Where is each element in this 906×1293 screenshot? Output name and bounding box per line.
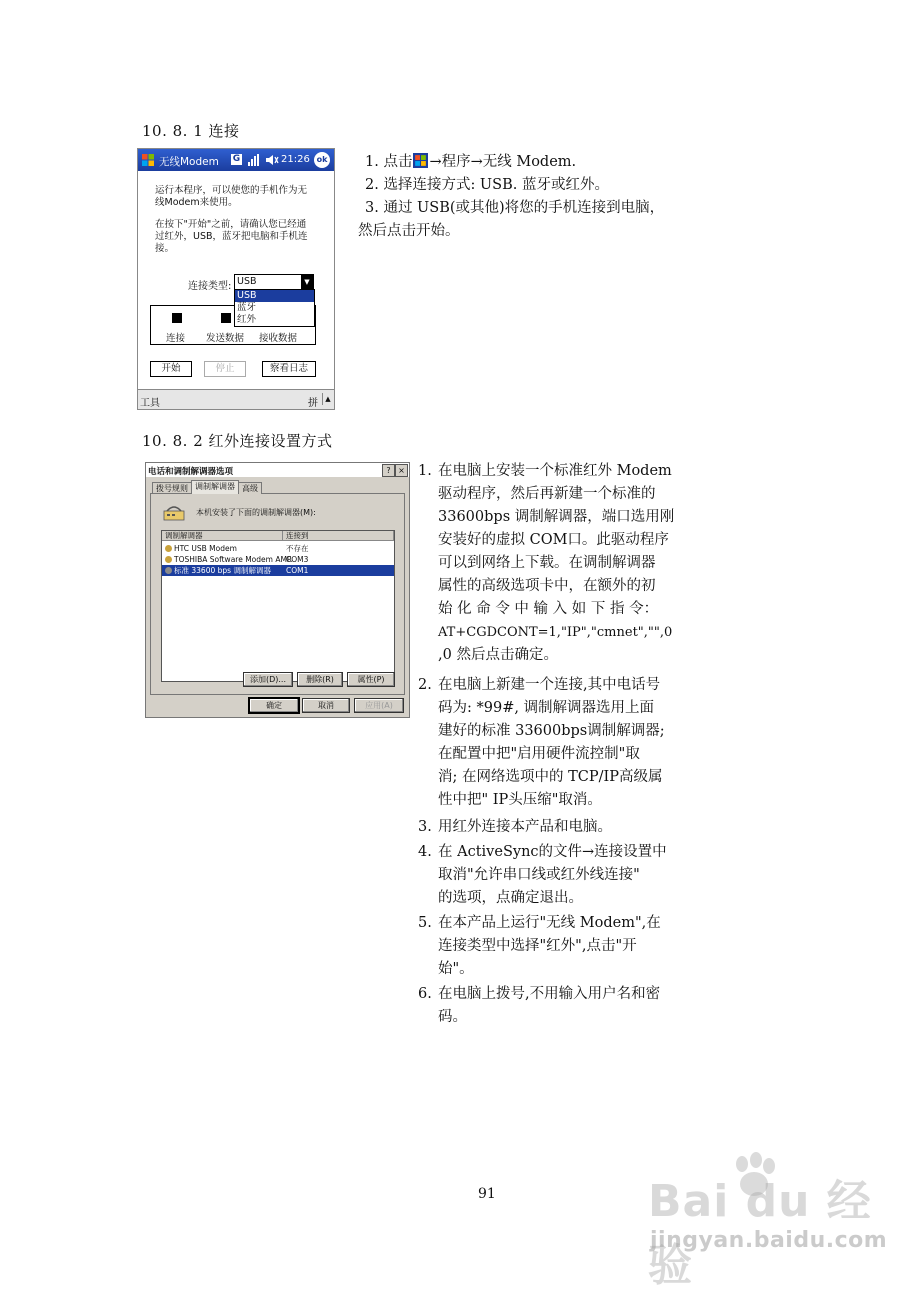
text-line: 属性的高级选项卡中，在额外的初 xyxy=(438,578,656,594)
text-line: 消; 在网络选项中的 TCP/IP高级属 xyxy=(438,769,663,785)
input-method-indicator[interactable]: 拼 xyxy=(308,398,318,409)
tab-modems[interactable]: 调制解调器 xyxy=(191,480,239,494)
instruction-paragraph xyxy=(155,219,325,255)
signal-icon xyxy=(247,153,261,167)
text-line: 在配置中把"启用硬件流控制"取 xyxy=(438,746,640,762)
step-1-text: 1. 点击 xyxy=(365,154,413,170)
add-button[interactable]: 添加(D)... xyxy=(243,672,293,687)
connect-label: 连接 xyxy=(166,333,186,344)
help-button[interactable]: ? xyxy=(382,464,395,477)
text-line: 始 化 命 令 中 输 入 如 下 指 令： xyxy=(438,601,659,617)
list-item-text xyxy=(438,816,696,839)
view-log-button[interactable]: 察看日志 xyxy=(262,361,316,377)
intro-line: 运行本程序，可以使您的手机作为无 xyxy=(155,185,308,196)
table-row[interactable] xyxy=(162,565,394,576)
speaker-icon[interactable] xyxy=(265,153,279,167)
text-line: 在电脑上安装一个标准红外 Modem xyxy=(438,463,672,479)
list-item-number: 5. xyxy=(418,915,432,931)
list-item-number: 3. xyxy=(418,819,432,835)
stop-button[interactable]: 停止 xyxy=(204,361,246,377)
dialog-titlebar xyxy=(146,463,409,477)
phone-titlebar xyxy=(138,149,334,171)
modem-port: COM3 xyxy=(286,555,309,564)
receive-label: 接收数据 xyxy=(259,333,298,344)
tools-menu[interactable]: 工具 xyxy=(140,398,160,409)
chevron-up-icon[interactable]: ▲ xyxy=(322,393,333,405)
section-heading-2: 10. 8. 2 红外连接设置方式 xyxy=(142,432,333,450)
instruction-line: 过红外，USB，蓝牙把电脑和手机连 xyxy=(155,231,308,242)
text-line: 在电脑上拨号,不用输入用户名和密 xyxy=(438,986,661,1002)
modem-icon xyxy=(165,556,172,563)
text-line: 在本产品上运行"无线 Modem",在 xyxy=(438,915,661,931)
column-header-modem[interactable]: 调制解调器 xyxy=(162,531,283,541)
send-label: 发送数据 xyxy=(206,333,245,344)
windows-start-icon[interactable] xyxy=(141,153,155,167)
cancel-button[interactable]: 取消 xyxy=(302,698,350,713)
text-line: 性中把" IP头压缩"取消。 xyxy=(438,792,602,808)
text-line: 在电脑上新建一个连接,其中电话号 xyxy=(438,677,661,693)
list-item-number: 6. xyxy=(418,986,432,1002)
chevron-down-icon[interactable]: ▼ xyxy=(301,275,313,289)
list-item-text xyxy=(438,460,696,667)
modem-port: 不存在 xyxy=(286,544,309,553)
connect-indicator xyxy=(172,313,182,323)
list-item-text xyxy=(438,674,696,812)
remove-button[interactable]: 删除(R) xyxy=(297,672,343,687)
text-line: ,0 然后点击确定。 xyxy=(438,647,558,663)
instruction-line: 接。 xyxy=(155,243,175,254)
text-line: 用红外连接本产品和电脑。 xyxy=(438,819,612,835)
text-line: 在 ActiveSync的文件→连接设置中 xyxy=(438,844,667,860)
modem-icon xyxy=(163,502,185,522)
phone-app-title: 无线Modem xyxy=(159,156,219,168)
dialog-title: 电话和调制解调器选项 xyxy=(148,467,234,477)
modem-name: TOSHIBA Software Modem AMR xyxy=(174,555,293,564)
text-line: 安装好的虚拟 COM口。此驱动程序 xyxy=(438,532,669,548)
dropdown-option-usb[interactable]: USB xyxy=(235,290,314,302)
intro-line: 线Modem来使用。 xyxy=(155,197,238,208)
connection-type-label: 连接类型: xyxy=(188,281,232,292)
modem-list[interactable] xyxy=(161,530,395,682)
dropdown-option-bluetooth[interactable]: 蓝牙 xyxy=(237,302,257,313)
step-1 xyxy=(365,151,576,173)
modem-port: COM1 xyxy=(286,566,309,575)
modem-name: HTC USB Modem xyxy=(174,544,237,553)
dropdown-option-infrared[interactable]: 红外 xyxy=(237,314,257,325)
phone-screenshot xyxy=(137,148,335,410)
step-1-text-end: →程序→无线 Modem. xyxy=(429,154,577,170)
instruction-line: 在按下"开始"之前，请确认您已经通 xyxy=(155,219,307,230)
connection-type-value: USB xyxy=(237,276,257,287)
windows-start-icon xyxy=(413,153,428,168)
tab-advanced[interactable]: 高级 xyxy=(238,482,262,494)
list-item-number: 4. xyxy=(418,844,432,860)
text-line: 建好的标准 33600bps调制解调器; xyxy=(438,723,665,739)
intro-paragraph xyxy=(155,185,325,209)
step-2: 2. 选择连接方式: USB. 蓝牙或红外。 xyxy=(365,177,609,193)
text-line: AT+CGDCONT=1,"IP","cmnet","",0 xyxy=(438,625,673,640)
list-item-text xyxy=(438,841,696,910)
text-line: 码。 xyxy=(438,1009,467,1025)
text-line: 连接类型中选择"红外",点击"开 xyxy=(438,938,637,954)
gprs-icon: G xyxy=(232,154,241,164)
modem-name: 标准 33600 bps 调制解调器 xyxy=(174,566,271,575)
text-line: 码为: *99#, 调制解调器选用上面 xyxy=(438,700,655,716)
list-item-text xyxy=(438,912,696,981)
properties-button[interactable]: 属性(P) xyxy=(347,672,395,687)
send-indicator xyxy=(221,313,231,323)
modems-tab-panel xyxy=(150,493,405,695)
start-button[interactable]: 开始 xyxy=(150,361,192,377)
menu-bar xyxy=(138,389,334,410)
text-line: 取消"允许串口线或红外线连接" xyxy=(438,867,640,883)
step-3-cont: 然后点击开始。 xyxy=(358,223,460,239)
text-line: 的选项，点确定退出。 xyxy=(438,890,583,906)
clock[interactable]: 21:26 xyxy=(281,154,310,165)
watermark-logo-text: Bai du 经验 xyxy=(648,1176,872,1291)
list-item-number: 1. xyxy=(418,463,432,479)
apply-button[interactable]: 应用(A) xyxy=(354,698,404,713)
modem-options-dialog xyxy=(145,462,410,718)
ok-button[interactable]: ok xyxy=(314,152,330,168)
text-line: 始"。 xyxy=(438,961,474,977)
connection-type-select[interactable] xyxy=(234,274,314,290)
table-row[interactable] xyxy=(162,554,394,565)
tab-dialing-rules[interactable]: 拨号规则 xyxy=(152,482,192,494)
page-number: 91 xyxy=(478,1186,496,1202)
list-item-text xyxy=(438,983,696,1029)
text-line: 可以到网络上下载。在调制解调器 xyxy=(438,555,656,571)
step-3: 3. 通过 USB(或其他)将您的手机连接到电脑， xyxy=(365,200,665,216)
list-item-number: 2. xyxy=(418,677,432,693)
modem-icon xyxy=(165,567,172,574)
installed-modems-note: 本机安装了下面的调制解调器(M): xyxy=(196,508,316,517)
close-button[interactable]: × xyxy=(395,464,408,477)
watermark-url: jingyan.baidu.com xyxy=(650,1228,888,1253)
ok-button[interactable]: 确定 xyxy=(248,697,300,714)
text-line: 驱动程序，然后再新建一个标准的 xyxy=(438,486,656,502)
modem-icon xyxy=(165,545,172,552)
section-heading-1: 10. 8. 1 连接 xyxy=(142,122,240,140)
infrared-steps-list xyxy=(418,460,708,1030)
column-header-port[interactable]: 连接到 xyxy=(283,531,394,541)
text-line: 33600bps 调制解调器，端口选用刚 xyxy=(438,509,675,525)
connection-type-dropdown xyxy=(234,289,315,327)
table-row[interactable] xyxy=(162,543,394,554)
